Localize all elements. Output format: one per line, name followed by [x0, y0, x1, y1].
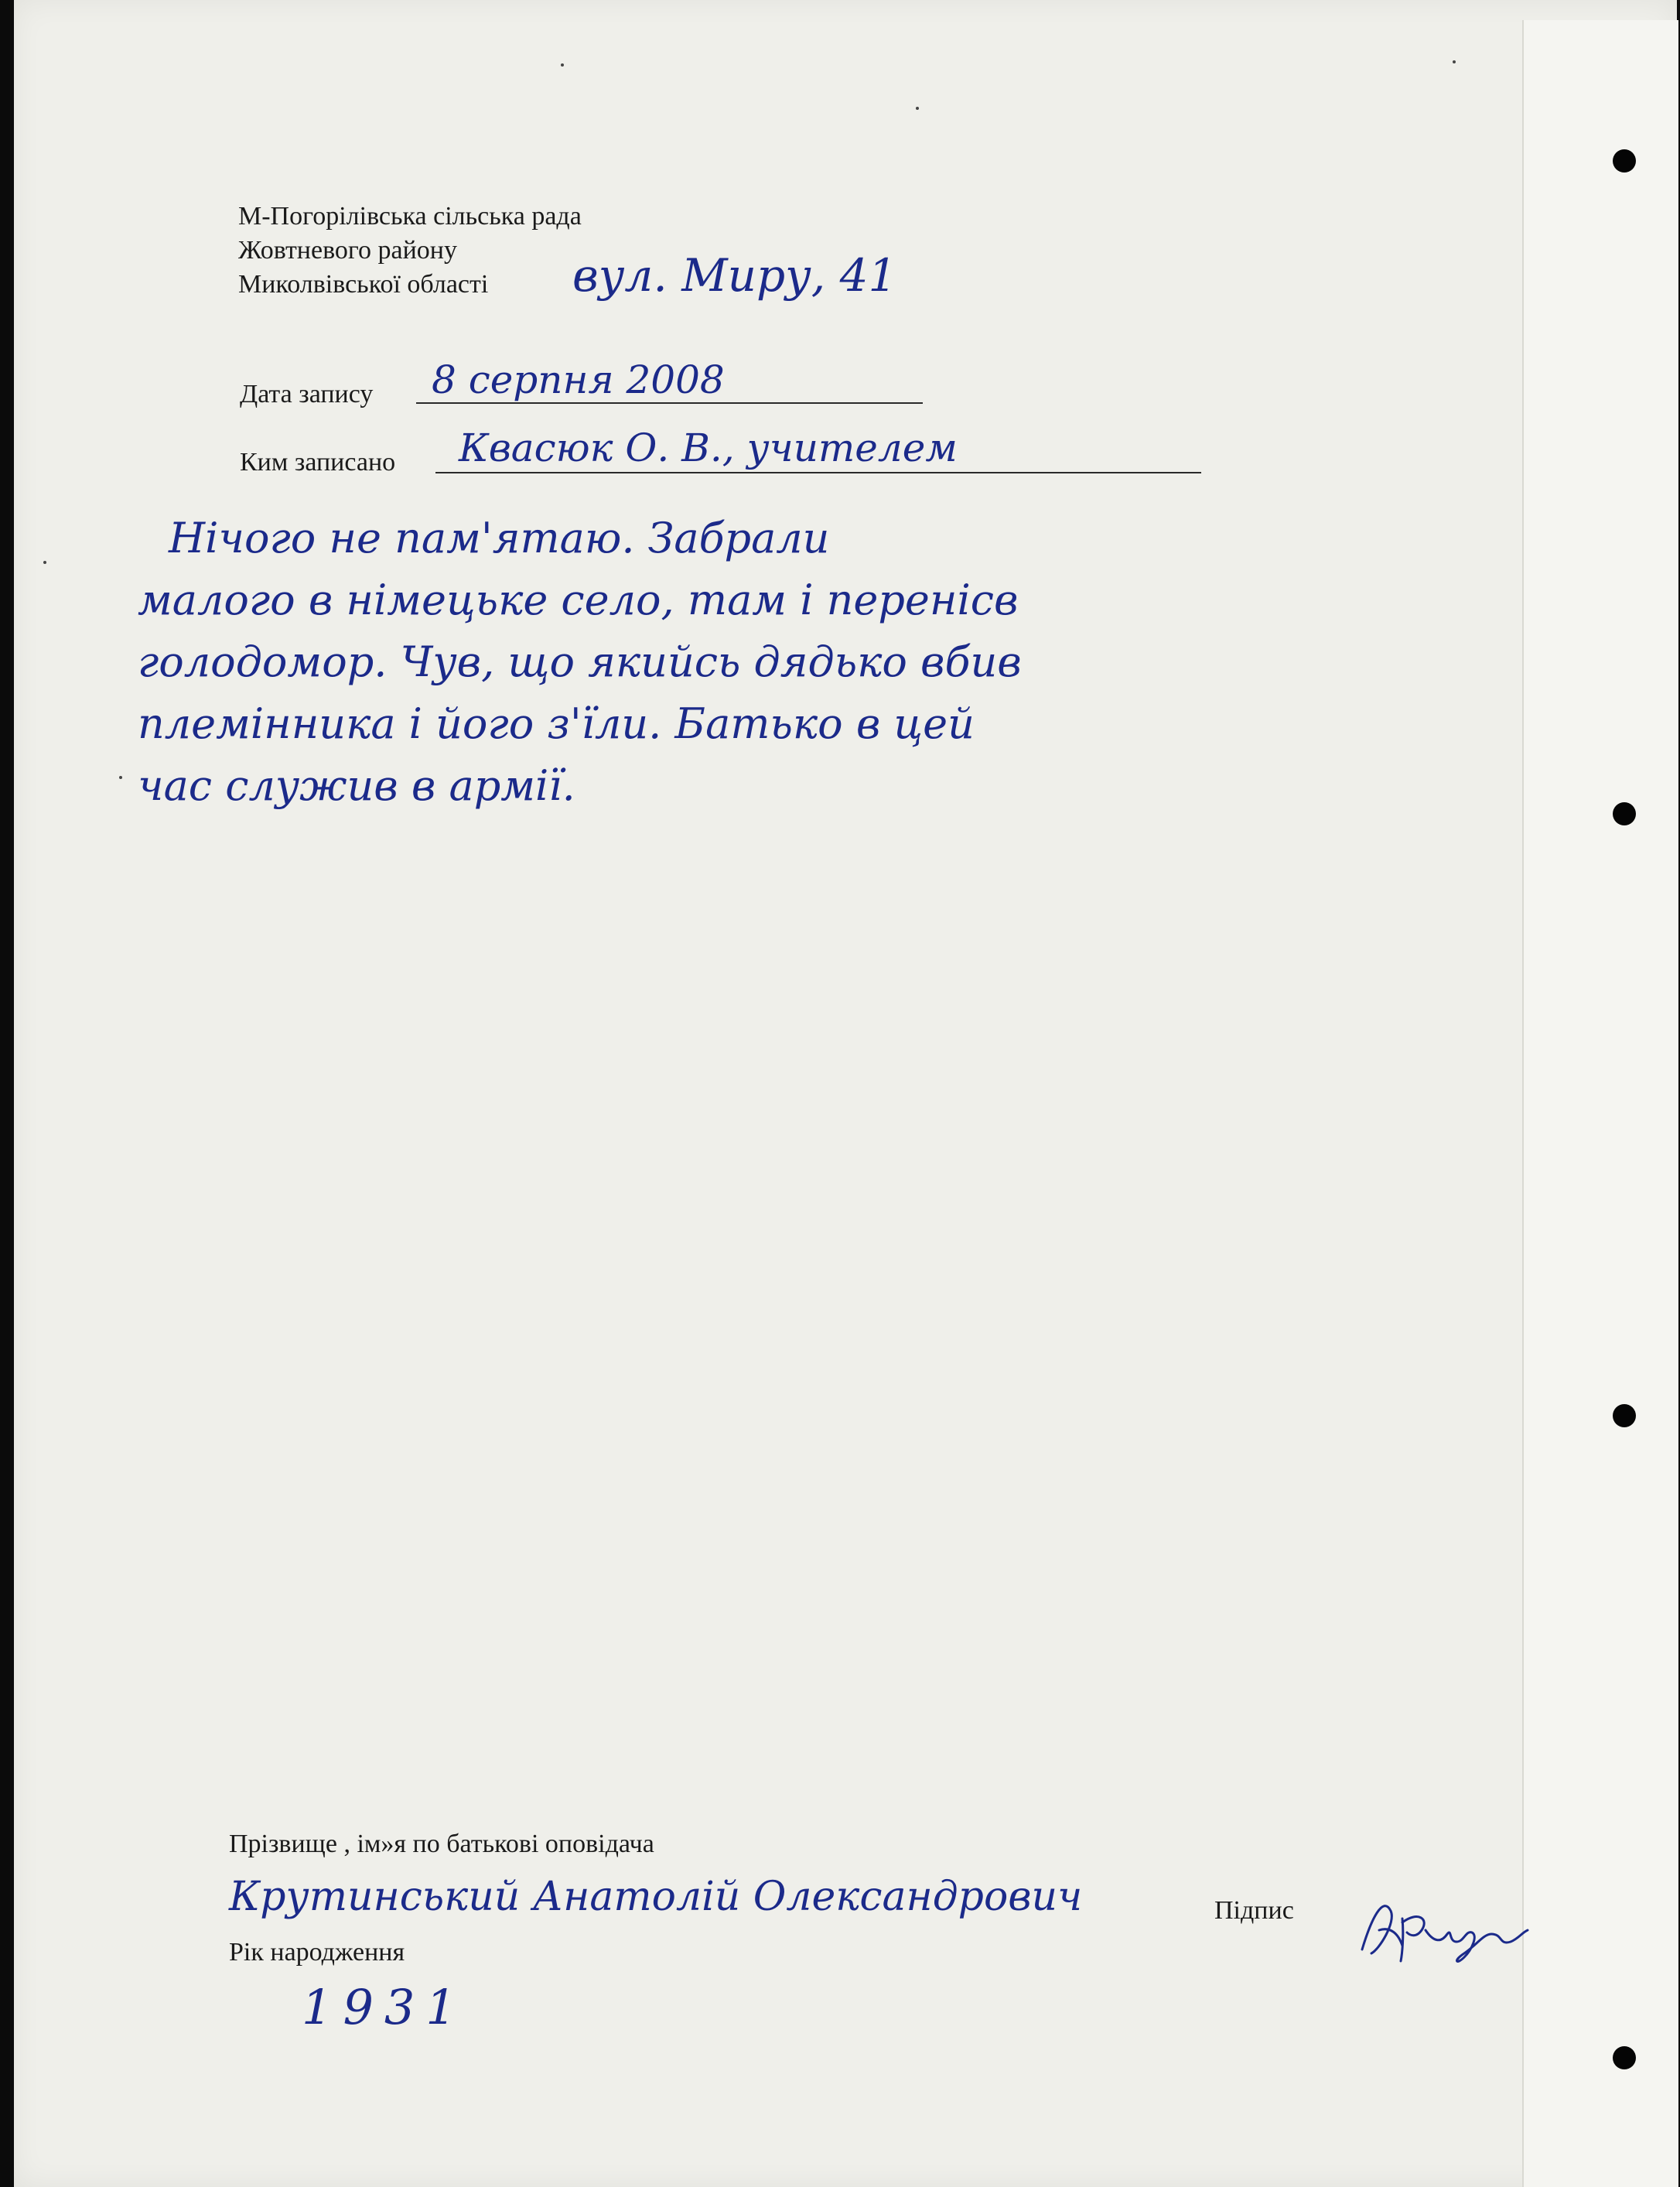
testimony-text [138, 511, 1406, 814]
paper-speck [1453, 60, 1456, 63]
narrator-signature [1356, 1888, 1534, 1973]
recorder-label: Ким записано [240, 448, 396, 477]
testimony-line: час служив в армії. [138, 761, 575, 810]
punch-hole [1613, 1404, 1636, 1427]
paper-speck [43, 561, 46, 564]
address-handwritten: вул. Миру, 41 [572, 249, 897, 302]
paper-speck [916, 107, 919, 110]
district-name: Жовтневого району [238, 236, 457, 265]
underlying-sheet [1522, 20, 1678, 2187]
paper-speck [561, 63, 564, 67]
punch-hole [1613, 802, 1636, 825]
narrator-name-label: Прізвище , ім»я по батькові оповідача [229, 1830, 654, 1858]
document-page [14, 0, 1677, 2187]
recorder-value: Квасюк О. В., учителем [459, 425, 958, 470]
testimony-line: голодомор. Чув, що якийсь дядько вбив [138, 637, 1022, 686]
birth-value: 1931 [302, 1979, 467, 2035]
date-label: Дата запису [240, 380, 374, 408]
punch-hole [1613, 149, 1636, 173]
date-underline [416, 402, 923, 404]
signature-label: Підпис [1214, 1896, 1294, 1925]
testimony-line: Нічого не пам'ятаю. Забрали [169, 514, 830, 562]
council-name: М-Погорілівська сільська рада [238, 202, 582, 231]
testimony-line: малого в німецьке село, там і перенісв [138, 576, 1019, 624]
birth-label: Рік народження [229, 1938, 405, 1967]
narrator-name-value: Крутинський Анатолій Олександрович [229, 1874, 1083, 1920]
region-name: Миколвівської області [238, 270, 489, 299]
testimony-line: племінника і його з'їли. Батько в цей [138, 699, 975, 748]
punch-hole [1613, 2046, 1636, 2069]
date-value: 8 серпня 2008 [432, 357, 725, 402]
paper-speck [119, 776, 122, 779]
recorder-underline [435, 472, 1201, 473]
